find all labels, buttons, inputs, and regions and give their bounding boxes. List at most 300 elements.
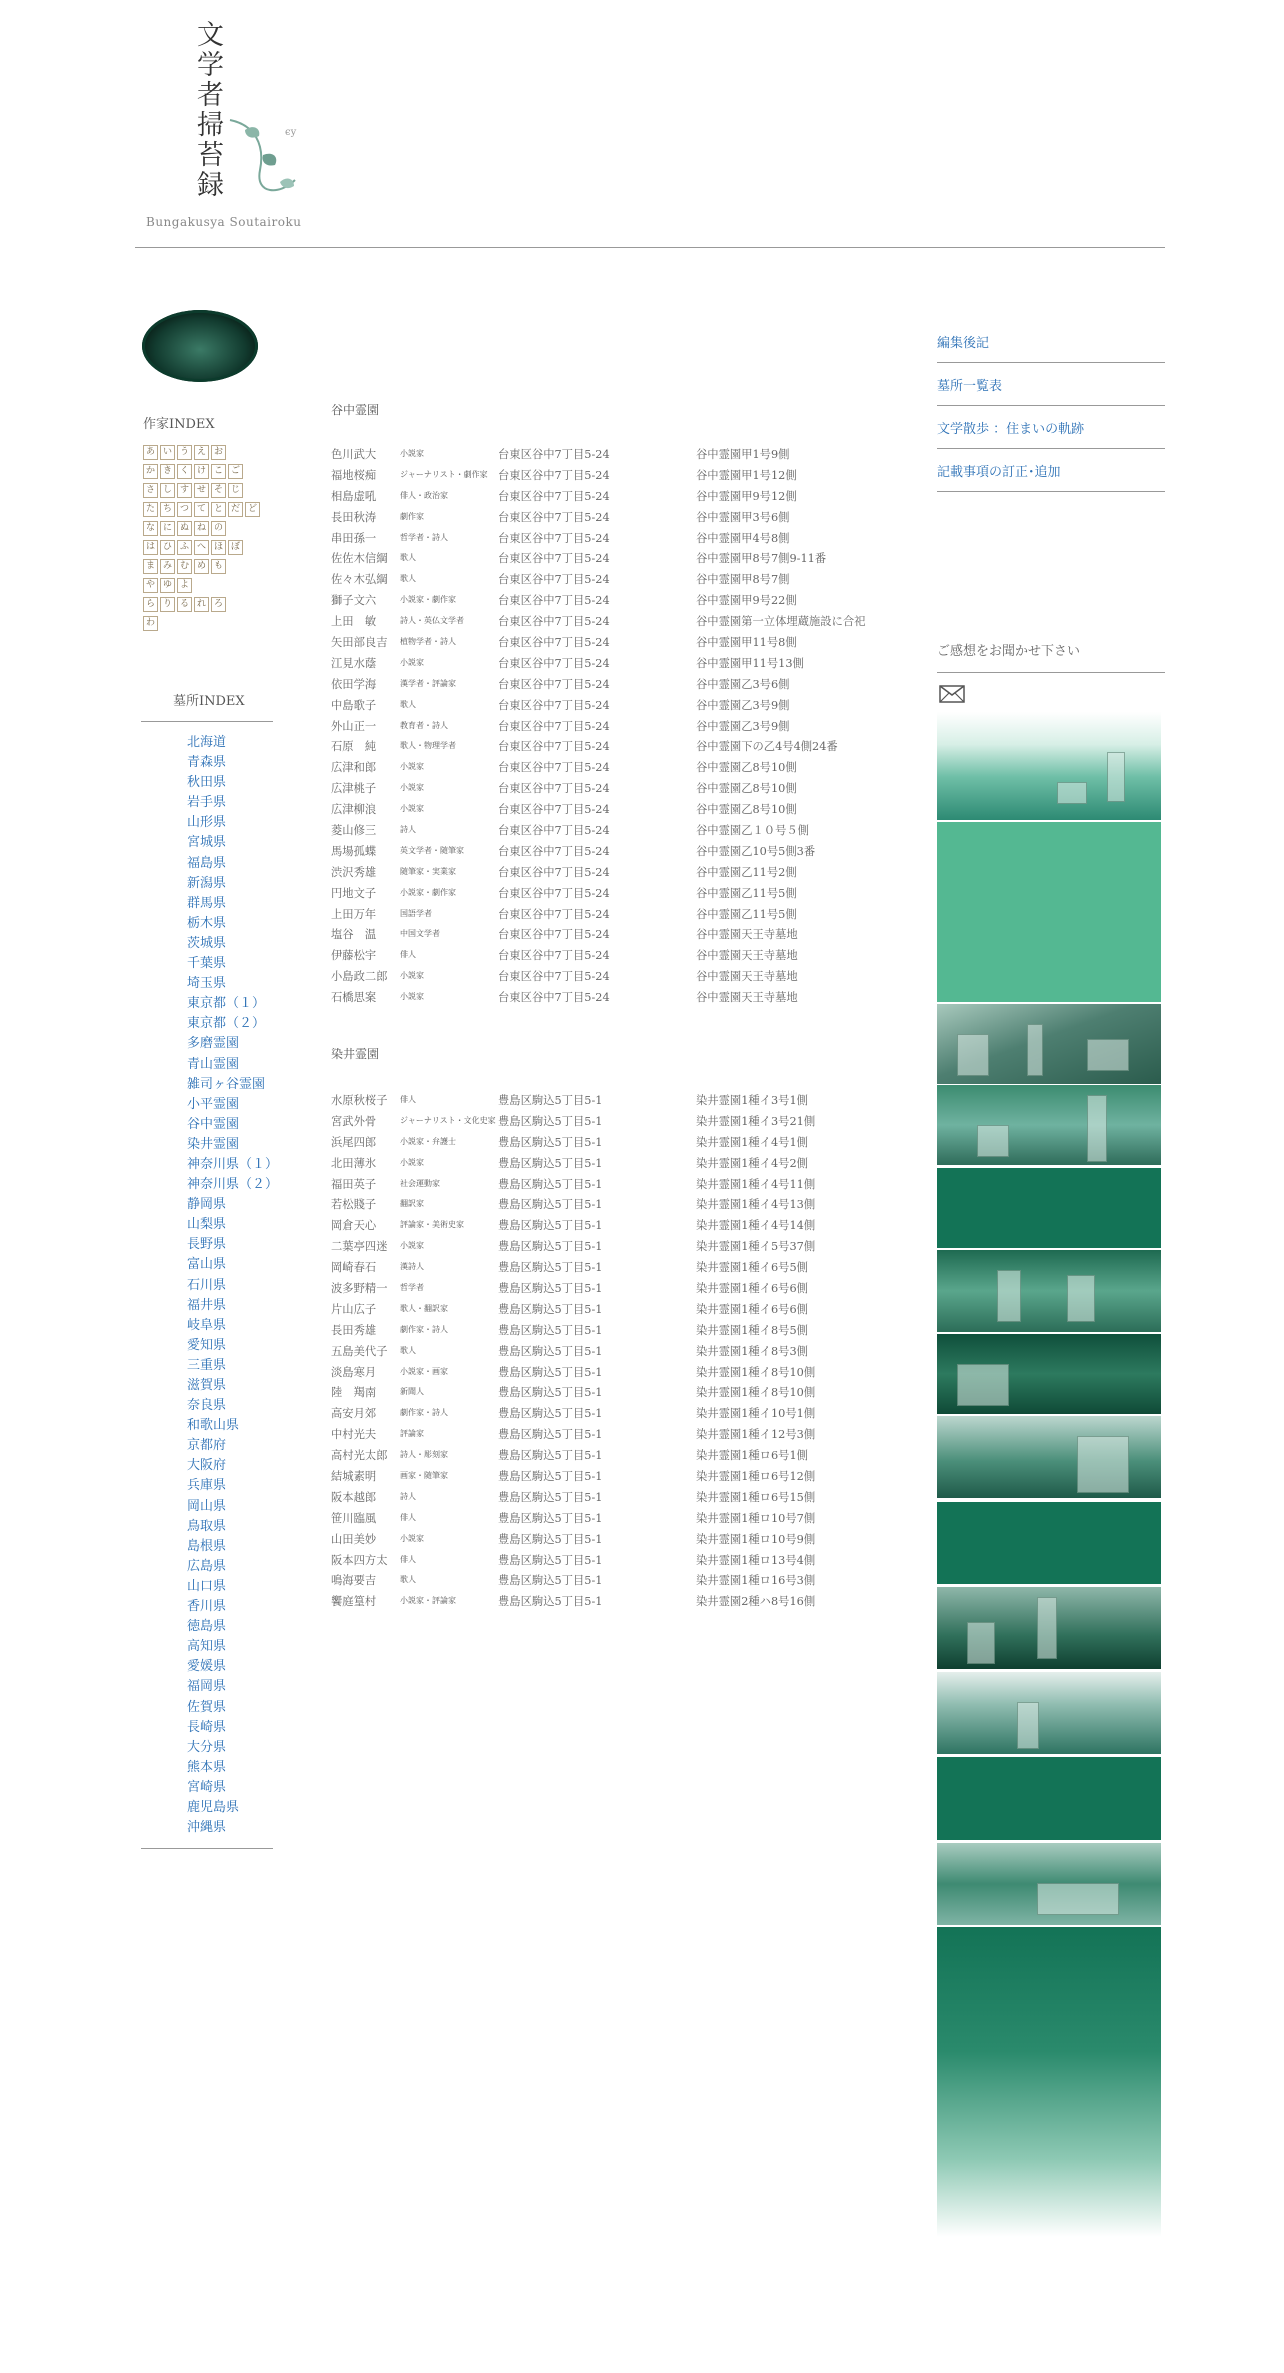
author-occupation: 俳人・政治家 <box>400 490 448 500</box>
grave-address: 豊島区駒込5丁目5-1 <box>498 1449 603 1463</box>
link-corrections[interactable]: 記載事項の訂正･追加 <box>937 465 1061 480</box>
prefecture-link[interactable]: 静岡県 <box>187 1197 227 1213</box>
kana-link[interactable]: り <box>160 597 175 612</box>
grave-address: 豊島区駒込5丁目5-1 <box>498 1094 603 1107</box>
grave-location: 谷中霊園天王寺墓地 <box>696 991 798 1005</box>
grave-location: 谷中霊園乙10号5側3番 <box>696 844 816 858</box>
kana-link[interactable]: け <box>194 464 209 479</box>
cemetery-photo <box>937 1843 1161 1925</box>
kana-link[interactable]: ま <box>143 559 158 574</box>
grave-location: 染井霊園1種イ8号10側 <box>696 1365 816 1379</box>
prefecture-link[interactable]: 広島県 <box>187 1558 227 1574</box>
prefecture-link[interactable]: 千葉県 <box>187 956 227 972</box>
author-name[interactable]: 饗庭篁村 <box>331 1595 377 1609</box>
author-name[interactable]: 宮武外骨 <box>331 1114 377 1128</box>
author-name[interactable]: 高村光太郎 <box>331 1449 388 1463</box>
kana-link[interactable]: さ <box>143 483 158 498</box>
grave-location: 谷中霊園甲1号9側 <box>696 448 790 461</box>
kana-link[interactable]: ほ <box>211 540 226 555</box>
kana-link[interactable]: せ <box>194 483 209 498</box>
author-name[interactable]: 浜尾四郎 <box>331 1135 377 1149</box>
kana-link[interactable]: ら <box>143 597 158 612</box>
author-name[interactable]: 矢田部良吉 <box>331 636 388 650</box>
table-row <box>331 1319 891 1340</box>
author-name[interactable]: 若松賤子 <box>331 1198 377 1212</box>
kana-link[interactable]: ひ <box>160 540 175 555</box>
grave-location: 谷中霊園乙3号6側 <box>696 677 790 691</box>
author-name[interactable]: 中村光夫 <box>331 1428 377 1442</box>
kana-link[interactable]: ご <box>228 464 243 479</box>
kana-link[interactable]: へ <box>194 540 209 555</box>
link-literary-walk[interactable]: 文学散歩 ：住まいの軌跡 <box>937 422 1085 437</box>
green-panel <box>937 1168 1161 1248</box>
table-row <box>331 443 891 464</box>
grave-location: 谷中霊園乙3号9側 <box>696 719 790 733</box>
grave-address: 豊島区駒込5丁目5-1 <box>498 1490 603 1504</box>
table-row <box>331 673 891 694</box>
prefecture-link[interactable]: 北海道 <box>187 735 227 750</box>
kana-row <box>143 464 260 479</box>
kana-link[interactable]: い <box>160 445 175 460</box>
grave-address: 豊島区駒込5丁目5-1 <box>498 1261 603 1275</box>
kana-link[interactable]: ふ <box>177 540 192 555</box>
author-name[interactable]: 色川武大 <box>331 448 377 461</box>
author-name[interactable]: 岡倉天心 <box>331 1219 377 1233</box>
author-occupation: 社会運動家 <box>400 1178 440 1188</box>
kana-link[interactable]: あ <box>143 445 158 460</box>
prefecture-link[interactable]: 香川県 <box>187 1599 227 1615</box>
grave-address: 豊島区駒込5丁目5-1 <box>498 1323 603 1337</box>
grave-address: 台東区谷中7丁目5-24 <box>498 865 610 879</box>
link-editors-note[interactable]: 編集後記 <box>937 336 990 351</box>
kana-link[interactable]: わ <box>143 616 158 631</box>
kana-link[interactable]: じ <box>228 483 243 498</box>
grave-location: 染井霊園1種ロ10号7側 <box>696 1511 816 1525</box>
prefecture-link[interactable]: 埼玉県 <box>187 976 227 992</box>
author-name[interactable]: 中島歌子 <box>331 698 377 712</box>
author-name[interactable]: 阪本越郎 <box>331 1490 377 1504</box>
author-occupation: 評論家 <box>400 1429 424 1439</box>
author-occupation: 英文学者・随筆家 <box>400 845 464 855</box>
author-name[interactable]: 岡崎春石 <box>331 1261 377 1275</box>
kana-link[interactable]: う <box>177 445 192 460</box>
kana-link[interactable]: そ <box>211 483 226 498</box>
grave-address: 豊島区駒込5丁目5-1 <box>498 1470 603 1484</box>
cemetery-photo <box>937 1587 1161 1669</box>
kana-link[interactable]: と <box>211 502 226 517</box>
kana-link[interactable]: き <box>160 464 175 479</box>
grave-location: 染井霊園1種イ4号1側 <box>696 1135 808 1149</box>
grave-address: 豊島区駒込5丁目5-1 <box>498 1156 603 1170</box>
author-name[interactable]: 広津桃子 <box>331 782 377 796</box>
prefecture-link[interactable]: 東京都（１） <box>187 996 266 1012</box>
grave-address: 台東区谷中7丁目5-24 <box>498 886 610 900</box>
right-divider <box>937 405 1165 406</box>
prefecture-link[interactable]: 岩手県 <box>187 795 227 811</box>
author-name[interactable]: 上田万年 <box>331 907 377 921</box>
prefecture-link[interactable]: 秋田県 <box>187 775 227 791</box>
logo-roman: Bungakusya Soutairoku <box>146 215 302 229</box>
kana-link[interactable]: れ <box>194 597 209 612</box>
author-name[interactable]: 五島美代子 <box>331 1344 388 1358</box>
author-index-title: 作家INDEX <box>143 417 215 432</box>
grave-location: 谷中霊園天王寺墓地 <box>696 949 798 963</box>
section-title-yanaka: 谷中霊園 <box>331 403 380 417</box>
author-occupation: 小説家 <box>400 971 424 981</box>
table-row <box>331 1152 891 1173</box>
kana-link[interactable]: な <box>143 521 158 536</box>
author-occupation: 歌人・翻訳家 <box>400 1303 448 1313</box>
prefecture-link[interactable]: 東京都（２） <box>187 1016 266 1032</box>
kana-link[interactable]: ろ <box>211 597 226 612</box>
author-name[interactable]: 塩谷 温 <box>331 928 377 942</box>
author-name[interactable]: 佐々木弘綱 <box>331 573 388 587</box>
section-title-somei: 染井霊園 <box>331 1047 380 1061</box>
author-name[interactable]: 高安月郊 <box>331 1407 377 1421</box>
site-logo[interactable] <box>140 15 310 235</box>
prefecture-link[interactable]: 小平霊園 <box>187 1096 240 1112</box>
prefecture-link[interactable]: 新潟県 <box>187 875 227 891</box>
table-row <box>331 965 891 986</box>
grave-location: 谷中霊園甲11号13側 <box>696 656 804 670</box>
prefecture-link[interactable]: 神奈川県（２） <box>187 1177 279 1193</box>
grave-address: 豊島区駒込5丁目5-1 <box>498 1511 603 1525</box>
grave-address: 豊島区駒込5丁目5-1 <box>498 1407 603 1421</box>
author-name[interactable]: 波多野精一 <box>331 1282 388 1296</box>
author-name[interactable]: 福田英子 <box>331 1177 377 1191</box>
author-occupation: 劇作家・詩人 <box>400 1408 448 1418</box>
author-name[interactable]: 陸 羯南 <box>331 1386 377 1400</box>
grave-address: 台東区谷中7丁目5-24 <box>498 615 610 629</box>
author-name[interactable]: 相島虚吼 <box>331 489 377 503</box>
prefecture-link[interactable]: 谷中霊園 <box>187 1116 240 1132</box>
table-row <box>331 1298 891 1319</box>
author-occupation: 詩人・彫刻家 <box>400 1450 448 1460</box>
grave-address: 台東区谷中7丁目5-24 <box>498 844 610 858</box>
author-name[interactable]: 依田学海 <box>331 677 377 691</box>
grave-address: 豊島区駒込5丁目5-1 <box>498 1282 603 1296</box>
author-name[interactable]: 二葉亭四迷 <box>331 1240 388 1254</box>
prefecture-list <box>187 733 278 1838</box>
prefecture-link[interactable]: 染井霊園 <box>187 1136 240 1152</box>
grave-address: 台東区谷中7丁目5-24 <box>498 531 610 545</box>
table-row <box>331 923 891 944</box>
contact-divider <box>937 672 1165 673</box>
prefecture-link[interactable]: 福島県 <box>187 855 227 871</box>
author-photo <box>142 310 258 382</box>
logo-title: 文学者掃苔録 <box>192 20 223 200</box>
prefecture-link[interactable]: 三重県 <box>187 1357 227 1373</box>
grave-table-yanaka <box>331 443 891 1007</box>
author-occupation: ジャーナリスト・劇作家 <box>400 469 488 479</box>
author-name[interactable]: 長田秋涛 <box>331 510 377 524</box>
prefecture-link[interactable]: 岐阜県 <box>187 1317 227 1333</box>
author-occupation: 小説家 <box>400 804 424 814</box>
kana-link[interactable]: す <box>177 483 192 498</box>
prefecture-link[interactable]: 高知県 <box>187 1639 227 1655</box>
author-name[interactable]: 菱山修三 <box>331 824 377 838</box>
contact-text: ご感想をお聞かせ下さい <box>937 644 1081 659</box>
grave-address: 台東区谷中7丁目5-24 <box>498 928 610 942</box>
author-name[interactable]: 北田薄氷 <box>331 1156 377 1170</box>
prefecture-link[interactable]: 長崎県 <box>187 1719 227 1735</box>
prefecture-link[interactable]: 大阪府 <box>187 1458 227 1474</box>
table-row <box>331 819 891 840</box>
grave-address: 豊島区駒込5丁目5-1 <box>498 1428 603 1442</box>
author-name[interactable]: 広津和郎 <box>331 761 377 775</box>
prefecture-link[interactable]: 佐賀県 <box>187 1699 227 1715</box>
author-occupation: 中国文学者 <box>400 929 440 939</box>
envelope-icon[interactable] <box>939 685 965 703</box>
author-occupation: 詩人 <box>400 1491 416 1501</box>
kana-link[interactable]: る <box>177 597 192 612</box>
table-row <box>331 1110 891 1131</box>
author-occupation: 小説家 <box>400 762 424 772</box>
kana-link[interactable]: に <box>160 521 175 536</box>
grave-address: 台東区谷中7丁目5-24 <box>498 594 610 608</box>
kana-row <box>143 578 260 593</box>
table-row <box>331 631 891 652</box>
author-name[interactable]: 獅子文六 <box>331 594 377 608</box>
prefecture-link[interactable]: 青山霊園 <box>187 1056 240 1072</box>
prefecture-link[interactable]: 多磨霊園 <box>187 1036 240 1052</box>
prefecture-link[interactable]: 愛媛県 <box>187 1659 227 1675</box>
kana-link[interactable]: は <box>143 540 158 555</box>
prefecture-link[interactable]: 宮崎県 <box>187 1779 227 1795</box>
author-occupation: 俳人 <box>400 1095 416 1104</box>
prefecture-link[interactable]: 神奈川県（１） <box>187 1156 279 1172</box>
table-row <box>331 715 891 736</box>
grave-address: 台東区谷中7丁目5-24 <box>498 489 610 503</box>
author-name[interactable]: 石橋思案 <box>331 991 377 1005</box>
table-row <box>331 861 891 882</box>
grave-location: 谷中霊園甲1号12側 <box>696 468 797 482</box>
prefecture-link[interactable]: 雑司ヶ谷霊園 <box>187 1076 266 1092</box>
grave-address: 豊島区駒込5丁目5-1 <box>498 1177 603 1191</box>
left-divider-bottom <box>141 1848 273 1849</box>
grave-location: 谷中霊園第一立体埋蔵施設に合祀 <box>696 615 866 629</box>
author-name[interactable]: 馬場孤蝶 <box>331 844 377 858</box>
table-row <box>331 798 891 819</box>
prefecture-link[interactable]: 徳島県 <box>187 1619 227 1635</box>
prefecture-link[interactable]: 和歌山県 <box>187 1418 240 1434</box>
grave-location: 染井霊園1種ロ13号4側 <box>696 1553 816 1567</box>
kana-link[interactable]: み <box>160 559 175 574</box>
prefecture-link[interactable]: 兵庫県 <box>187 1478 227 1494</box>
author-occupation: 小説家・評論家 <box>400 1596 456 1606</box>
author-name[interactable]: 阪本四方太 <box>331 1553 388 1567</box>
prefecture-link[interactable]: 沖縄県 <box>187 1820 227 1836</box>
kana-link[interactable]: や <box>143 578 158 593</box>
prefecture-link[interactable]: 石川県 <box>187 1277 227 1293</box>
author-name[interactable]: 長田秀雄 <box>331 1323 377 1337</box>
author-occupation: 劇作家・詩人 <box>400 1324 448 1334</box>
kana-link[interactable]: だ <box>228 502 243 517</box>
kana-link[interactable]: の <box>211 521 226 536</box>
grave-location: 谷中霊園甲3号6側 <box>696 510 790 524</box>
prefecture-link[interactable]: 山梨県 <box>187 1217 227 1233</box>
prefecture-link[interactable]: 福井県 <box>187 1297 227 1313</box>
link-grave-list[interactable]: 墓所一覧表 <box>937 379 1003 394</box>
table-row <box>331 777 891 798</box>
prefecture-link[interactable]: 山形県 <box>187 815 227 831</box>
kana-link[interactable]: よ <box>177 578 192 593</box>
author-occupation: 哲学者・詩人 <box>400 532 448 542</box>
author-name[interactable]: 片山広子 <box>331 1302 377 1316</box>
author-occupation: 国語学者 <box>400 908 432 918</box>
author-name[interactable]: 福地桜痴 <box>331 468 377 482</box>
kana-link[interactable]: む <box>177 559 192 574</box>
grave-address: 豊島区駒込5丁目5-1 <box>498 1532 603 1546</box>
prefecture-link[interactable]: 大分県 <box>187 1739 227 1755</box>
author-name[interactable]: 小島政二郎 <box>331 970 388 984</box>
table-row <box>331 547 891 568</box>
kana-row <box>143 521 260 536</box>
prefecture-link[interactable]: 鹿児島県 <box>187 1799 240 1815</box>
cemetery-photo <box>937 1416 1161 1498</box>
prefecture-link[interactable]: 岡山県 <box>187 1498 227 1514</box>
prefecture-link[interactable]: 青森県 <box>187 755 227 771</box>
author-occupation: 小説家 <box>400 1241 424 1251</box>
grave-address: 台東区谷中7丁目5-24 <box>498 824 610 838</box>
kana-row <box>143 559 260 574</box>
prefecture-link[interactable]: 奈良県 <box>187 1398 227 1414</box>
kana-link[interactable]: つ <box>177 502 192 517</box>
svg-text:ϵy: ϵy <box>285 127 297 138</box>
grave-address: 台東区谷中7丁目5-24 <box>498 740 610 754</box>
table-row <box>331 1507 891 1528</box>
prefecture-link[interactable]: 福岡県 <box>187 1679 227 1695</box>
author-name[interactable]: 石原 純 <box>331 740 377 754</box>
kana-link[interactable]: も <box>211 559 226 574</box>
author-occupation: 小説家・劇作家 <box>400 595 456 605</box>
table-row <box>331 485 891 506</box>
kana-link[interactable]: し <box>160 483 175 498</box>
grave-address: 台東区谷中7丁目5-24 <box>498 698 610 712</box>
author-name[interactable]: 串田孫一 <box>331 531 377 545</box>
kana-link[interactable]: ゆ <box>160 578 175 593</box>
grave-location: 谷中霊園乙１０号５側 <box>696 824 809 838</box>
kana-link[interactable]: ぼ <box>228 540 243 555</box>
kana-link[interactable]: ぬ <box>177 521 192 536</box>
prefecture-link[interactable]: 富山県 <box>187 1257 227 1273</box>
author-name[interactable]: 佐佐木信綱 <box>331 552 388 566</box>
author-occupation: 漢詩人 <box>400 1262 424 1272</box>
kana-link[interactable]: え <box>194 445 209 460</box>
grave-address: 豊島区駒込5丁目5-1 <box>498 1240 603 1254</box>
table-row <box>331 652 891 673</box>
prefecture-link[interactable]: 愛知県 <box>187 1337 227 1353</box>
prefecture-link[interactable]: 茨城県 <box>187 935 227 951</box>
author-occupation: 小説家 <box>400 449 424 458</box>
author-occupation: 小説家 <box>400 1157 424 1167</box>
grave-address: 豊島区駒込5丁目5-1 <box>498 1595 603 1609</box>
kana-link[interactable]: お <box>211 445 226 460</box>
author-name[interactable]: 淡島寒月 <box>331 1365 377 1379</box>
table-row <box>331 527 891 548</box>
right-divider <box>937 448 1165 449</box>
grave-location: 染井霊園1種イ4号11側 <box>696 1177 816 1191</box>
cemetery-photo <box>937 1250 1161 1332</box>
grave-address: 台東区谷中7丁目5-24 <box>498 761 610 775</box>
table-row <box>331 840 891 861</box>
author-name[interactable]: 円地文子 <box>331 886 377 900</box>
grave-location: 染井霊園1種イ12号3側 <box>696 1428 816 1442</box>
grave-location: 染井霊園1種イ10号1側 <box>696 1407 816 1421</box>
grave-address: 台東区谷中7丁目5-24 <box>498 677 610 691</box>
author-name[interactable]: 渋沢秀雄 <box>331 865 377 879</box>
prefecture-link[interactable]: 山口県 <box>187 1578 227 1594</box>
author-occupation: 小説家 <box>400 992 424 1002</box>
prefecture-link[interactable]: 熊本県 <box>187 1759 227 1775</box>
table-row <box>331 1340 891 1361</box>
table-row <box>331 1569 891 1590</box>
kana-link[interactable]: て <box>194 502 209 517</box>
grave-address: 台東区谷中7丁目5-24 <box>498 907 610 921</box>
table-row <box>331 1423 891 1444</box>
author-name[interactable]: 笹川臨風 <box>331 1511 377 1525</box>
table-row <box>331 1381 891 1402</box>
kana-link[interactable]: ど <box>245 502 260 517</box>
grave-location: 谷中霊園甲4号8側 <box>696 531 790 545</box>
prefecture-link[interactable]: 京都府 <box>187 1438 227 1454</box>
prefecture-link[interactable]: 滋賀県 <box>187 1378 227 1393</box>
table-row <box>331 1089 891 1110</box>
kana-link[interactable]: た <box>143 502 158 517</box>
prefecture-link[interactable]: 長野県 <box>187 1237 227 1253</box>
author-occupation: 小説家 <box>400 783 424 793</box>
author-name[interactable]: 結城素明 <box>331 1470 377 1484</box>
prefecture-link[interactable]: 栃木県 <box>187 915 227 931</box>
table-row <box>331 903 891 924</box>
author-occupation: 随筆家・実業家 <box>400 866 456 876</box>
author-occupation: 植物学者・詩人 <box>400 637 456 647</box>
author-name[interactable]: 江見水蔭 <box>331 656 377 670</box>
prefecture-link[interactable]: 宮城県 <box>187 835 227 851</box>
kana-link[interactable]: め <box>194 559 209 574</box>
prefecture-link[interactable]: 群馬県 <box>187 895 227 911</box>
author-name[interactable]: 水原秋桜子 <box>331 1094 388 1107</box>
prefecture-link[interactable]: 鳥取県 <box>187 1518 227 1534</box>
grave-location: 谷中霊園乙8号10側 <box>696 761 797 775</box>
grave-location: 染井霊園1種イ3号1側 <box>696 1094 808 1107</box>
author-name[interactable]: 鳴海要吉 <box>331 1574 377 1588</box>
author-occupation: 翻訳家 <box>400 1199 424 1209</box>
grave-address: 台東区谷中7丁目5-24 <box>498 949 610 963</box>
kana-link[interactable]: ち <box>160 502 175 517</box>
author-name[interactable]: 伊藤松宇 <box>331 949 377 963</box>
author-occupation: 俳人 <box>400 1554 416 1564</box>
grave-location: 谷中霊園乙3号9側 <box>696 698 790 712</box>
author-name[interactable]: 山田美妙 <box>331 1532 377 1546</box>
kana-link[interactable]: か <box>143 464 158 479</box>
kana-link[interactable]: く <box>177 464 192 479</box>
grave-location: 染井霊園1種イ6号6側 <box>696 1282 808 1296</box>
kana-link[interactable]: こ <box>211 464 226 479</box>
prefecture-link[interactable]: 島根県 <box>187 1538 227 1554</box>
author-occupation: 俳人 <box>400 950 416 960</box>
grave-address: 台東区谷中7丁目5-24 <box>498 468 610 482</box>
kana-link[interactable]: ね <box>194 521 209 536</box>
author-name[interactable]: 上田 敏 <box>331 615 377 629</box>
grave-address: 台東区谷中7丁目5-24 <box>498 510 610 524</box>
table-row <box>331 464 891 485</box>
author-occupation: 歌人 <box>400 1575 416 1585</box>
kana-row <box>143 616 260 631</box>
table-row <box>331 568 891 589</box>
author-name[interactable]: 広津柳浪 <box>331 803 377 817</box>
author-name[interactable]: 外山正一 <box>331 719 377 733</box>
